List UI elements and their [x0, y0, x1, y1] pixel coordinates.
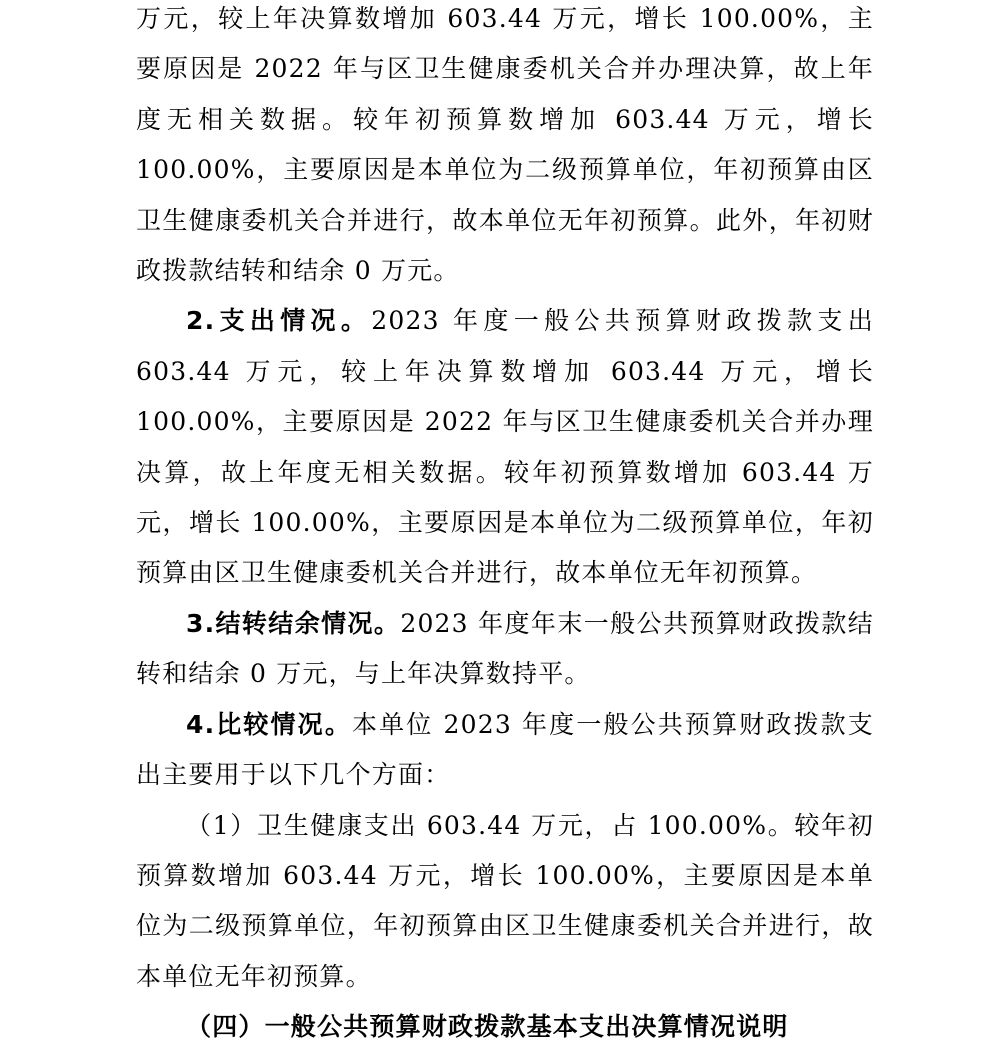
paragraph-health-expenditure [136, 801, 874, 1003]
document-page [136, 0, 874, 1053]
paragraph-lead-carryover: 3.结转结余情况。 [186, 608, 401, 638]
paragraph-comparison [136, 700, 874, 801]
paragraph-lead-comparison: 4.比较情况。 [186, 709, 352, 739]
paragraph-text: 2023 年度年末一般公共预算财政拨款结转和结余 0 万元，与上年决算数持平。 [136, 608, 874, 689]
paragraph-expenditure [136, 296, 874, 598]
paragraph-carryover [136, 599, 874, 700]
section-heading: （四）一般公共预算财政拨款基本支出决算情况说明 [186, 1012, 789, 1042]
paragraph-text: （1）卫生健康支出 603.44 万元，占 100.00%。较年初预算数增加 603.44 万元，增长 100.00%，主要原因是本单位为二级预算单位，年初预算由区卫生健康委机关合并进行，故本单位无年初预算。 [136, 810, 874, 991]
paragraph-text: 本单位 2023 年度一般公共预算财政拨款支出主要用于以下几个方面： [136, 709, 875, 790]
paragraph-lead-expenditure: 2.支出情况。 [186, 306, 372, 336]
paragraph-text: 2023 年度一般公共预算财政拨款支出 603.44 万元，较上年决算数增加 603.44 万元，增长 100.00%，主要原因是 2022 年与区卫生健康委机关合并办理决算，故上年度无相关数据。较年初预算数增加 603.44 万元，增长 100.00%，主要原因是本单位为二级预算单位，年初预算由区卫生健康委机关合并进行，故本单位无年初预算。 [136, 306, 874, 588]
paragraph-text: 万元，较上年决算数增加 603.44 万元，增长 100.00%，主要原因是 2022 年与区卫生健康委机关合并办理决算，故上年度无相关数据。较年初预算数增加 603.44 万元，增长 100.00%，主要原因是本单位为二级预算单位，年初预算由区卫生健康委机关合并进行，故本单位无年初预算。此外，年初财政拨款结转和结余 0 万元。 [136, 4, 874, 286]
paragraph-income-continued [136, 0, 874, 296]
